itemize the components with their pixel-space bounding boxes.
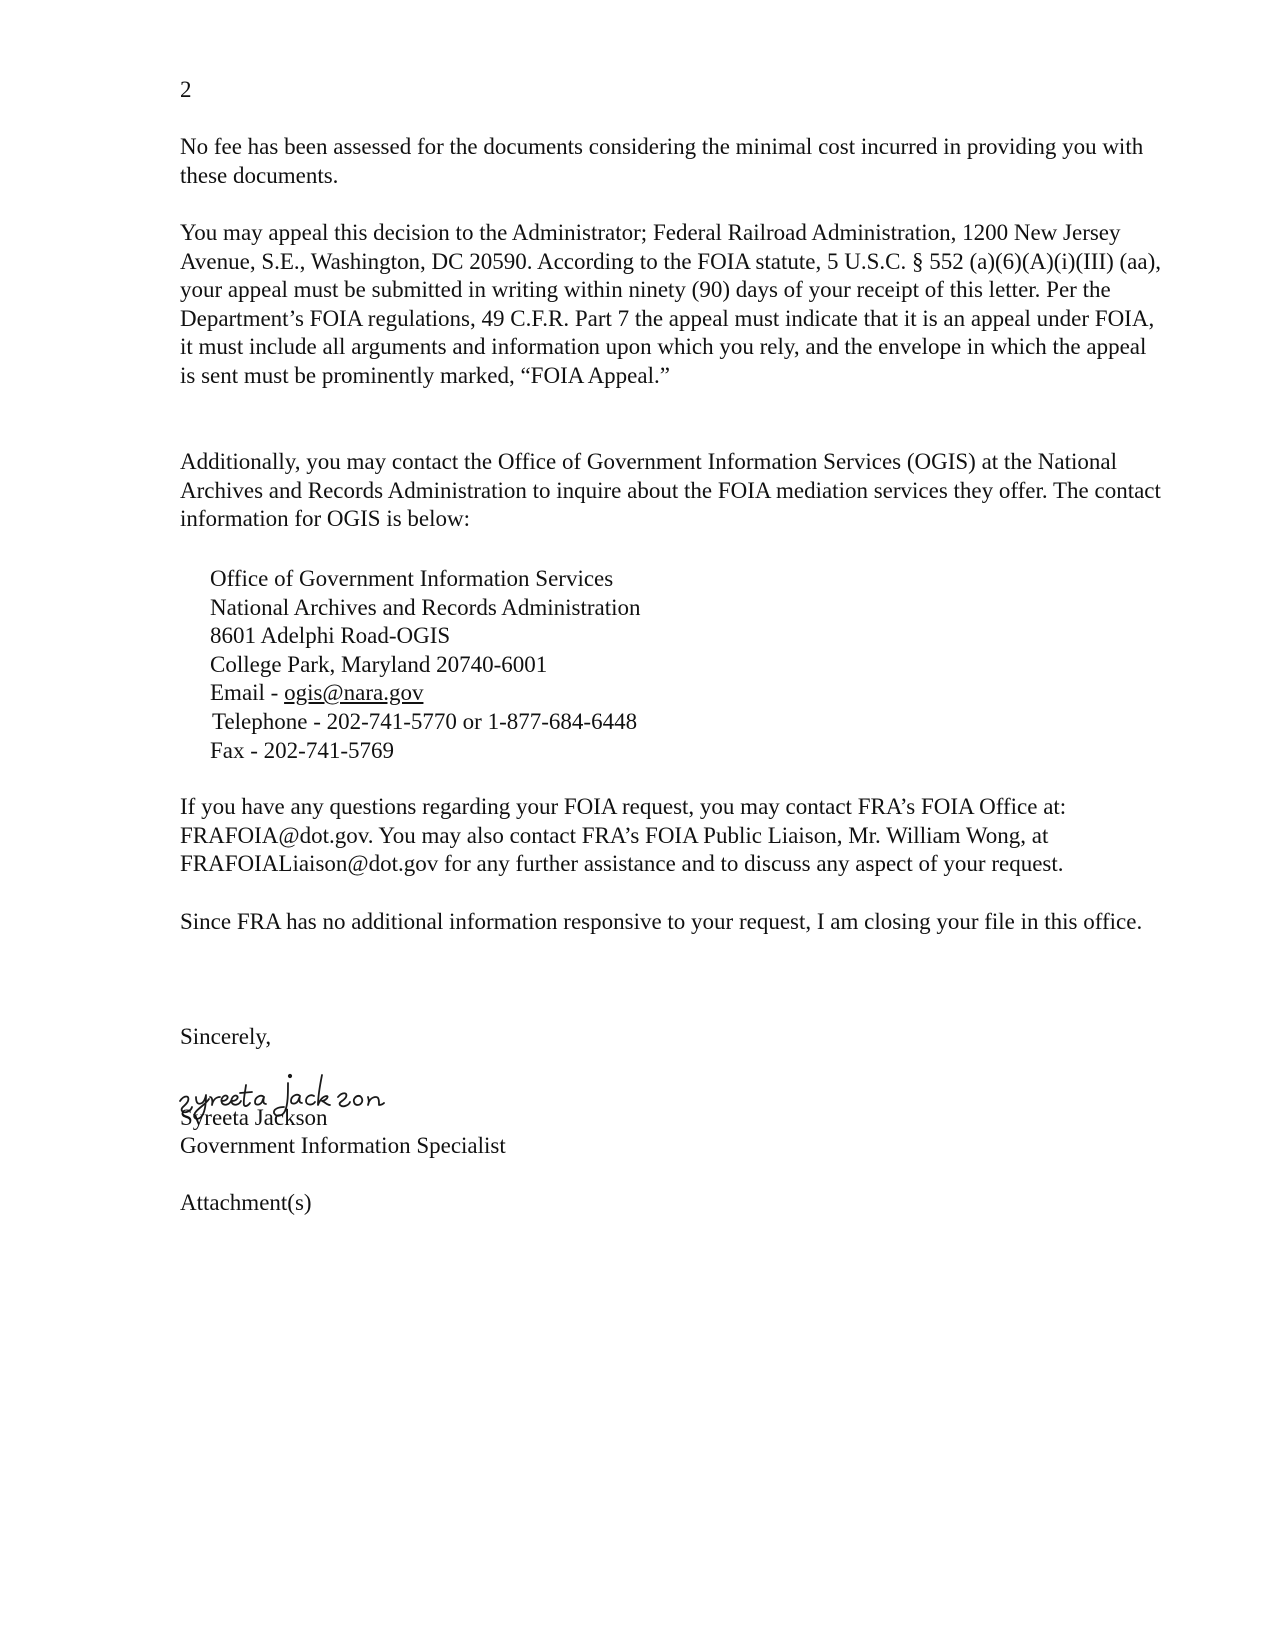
fee-paragraph [180, 133, 1165, 190]
signer-name: Syreeta Jackson [180, 1105, 328, 1130]
ogis-email-link[interactable]: ogis@nara.gov [284, 680, 424, 706]
ogis-street: 8601 Adelphi Road-OGIS [210, 623, 451, 649]
page-number: 2 [180, 77, 192, 102]
salutation: Sincerely, [180, 1024, 272, 1049]
appeal-paragraph [180, 219, 1165, 391]
ogis-address-block [210, 565, 641, 765]
signer-title: Government Information Specialist [180, 1133, 506, 1158]
fee-paragraph-text: No fee has been assessed for the documents considering the minimal cost incurred in providing you with these documents. [180, 134, 1144, 188]
ogis-agency-name: National Archives and Records Administration [210, 594, 641, 620]
ogis-email-label: Email - [210, 680, 285, 706]
appeal-paragraph-text: You may appeal this decision to the Administrator; Federal Railroad Administration, 1200 New Jersey Avenue, S.E., Washington, DC 20590. According to the FOIA statute, 5 U.S.C. § 552 (a)(6)(A)(i)(III) (aa), your appeal must be submitted in writing within ninety (90) days of your receipt of this letter. Per the Department’s FOIA regulations, 49 C.F.R. Part 7 the appeal must indicate that it is an appeal under FOIA, it must include all arguments and information upon which you rely, and the envelope in which the appeal is sent must be prominently marked, “FOIA Appeal.” [180, 220, 1161, 388]
closing-paragraph-text: Since FRA has no additional information responsive to your request, I am closing your file in this office. [180, 909, 1143, 934]
questions-paragraph-text: If you have any questions regarding your FOIA request, you may contact FRA’s FOIA Office at: FRAFOIA@dot.gov. You may also contact FRA’s FOIA Public Liaison, Mr. William Wong, at FRAFOIALiaison@dot.gov for any further assistance and to discuss any aspect of your request. [180, 794, 1067, 877]
questions-paragraph [180, 793, 1165, 879]
ogis-city: College Park, Maryland 20740-6001 [210, 651, 548, 677]
closing-paragraph [180, 908, 1165, 937]
ogis-paragraph-text: Additionally, you may contact the Office of Government Information Services (OGIS) at the National Archives and Records Administration to inquire about the FOIA mediation services they offer. The contact information for OGIS is below: [180, 449, 1161, 532]
ogis-fax: Fax - 202-741-5769 [210, 737, 394, 763]
ogis-office-name: Office of Government Information Services [210, 566, 614, 591]
ogis-paragraph [180, 448, 1165, 534]
ogis-email-line [210, 679, 641, 708]
attachments-note: Attachment(s) [180, 1190, 312, 1215]
ogis-telephone: Telephone - 202-741-5770 or 1-877-684-6448 [212, 708, 638, 734]
